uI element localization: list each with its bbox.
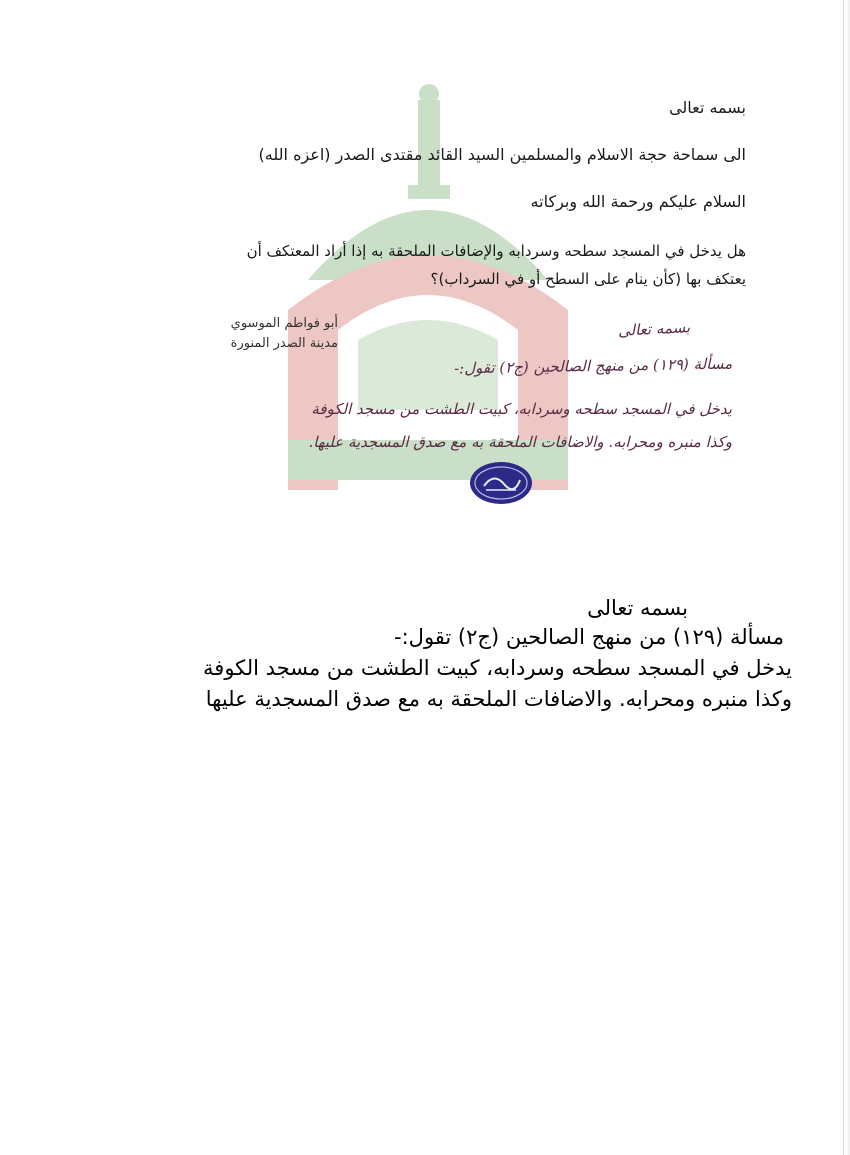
transcription-line1: بسمه تعالى xyxy=(587,596,688,620)
handwritten-line2: مسألة (١٢٩) من منهج الصالحين (ج٢) تقول:- xyxy=(453,354,733,378)
page-edge xyxy=(843,0,844,1155)
letter-salutation: بسمه تعالى xyxy=(669,98,746,117)
handwritten-line3: يدخل في المسجد سطحه وسردابه، كبيت الطشت من مسجد الكوفة xyxy=(311,400,732,418)
office-seal-stamp xyxy=(468,460,534,506)
handwritten-line1: بسمه تعالى xyxy=(617,318,691,340)
letter-question-line2: يعتكف بها (كأن ينام على السطح أو في السرداب)؟ xyxy=(430,270,746,288)
transcription-line4: وكذا منبره ومحرابه. والاضافات الملحقة به مع صدق المسجدية عليها xyxy=(205,687,792,711)
letter-sender-name: أبو فواطم الموسوي xyxy=(230,316,338,331)
transcription-line2: مسألة (١٢٩) من منهج الصالحين (ج٢) تقول:- xyxy=(394,625,784,649)
transcription-line3: يدخل في المسجد سطحه وسردابه، كبيت الطشت من مسجد الكوفة xyxy=(203,656,792,680)
letter-addressee: الى سماحة حجة الاسلام والمسلمين السيد القائد مقتدى الصدر (اعزه الله) xyxy=(258,145,746,164)
handwritten-line4: وكذا منبره ومحرابه. والاضافات الملحقة به مع صدق المسجدية عليها. xyxy=(308,433,732,451)
letter-question-line1: هل يدخل في المسجد سطحه وسردابه والإضافات الملحقة به إذا أراد المعتكف أن xyxy=(246,242,746,260)
letter-greeting: السلام عليكم ورحمة الله وبركاته xyxy=(530,192,746,211)
letter-sender-city: مدينة الصدر المنورة xyxy=(230,336,338,351)
